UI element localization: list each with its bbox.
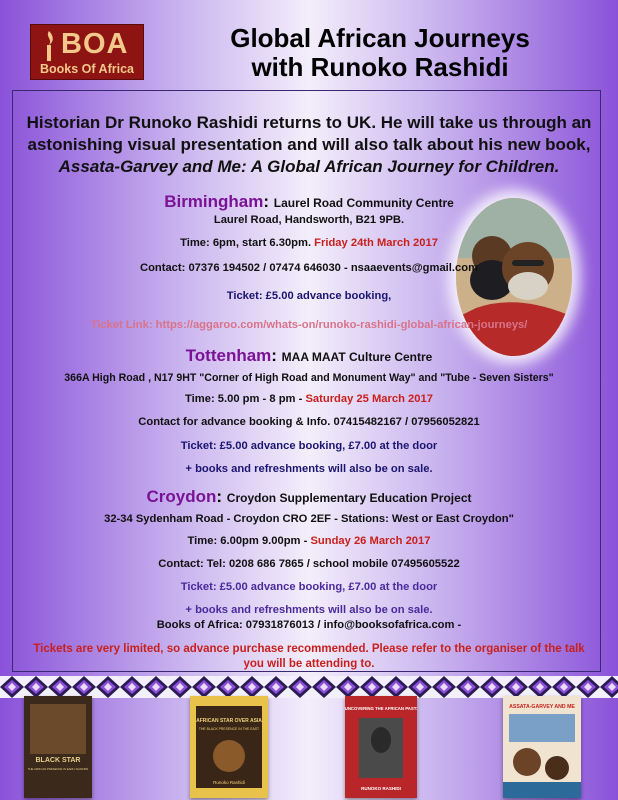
birmingham-contact: Contact: 07376 194502 / 07474 646030 - nsaaevents@gmail.com [139, 262, 479, 274]
croydon-time [0, 535, 618, 547]
tottenham-time-label: Time: 5.00 pm - 8 pm - [185, 393, 306, 405]
book2-title: AFRICAN STAR OVER ASIA [196, 718, 262, 724]
logo-mark: BOA [61, 28, 129, 60]
croydon-heading: Croydon: Croydon Supplementary Education Project [146, 487, 472, 506]
birmingham-ticket-link[interactable]: Ticket Link: https://aggaroo.com/whats-on/runoko-rashidi-global-african-journeys/ [90, 319, 528, 331]
book2-author: Runoko Rashidi [213, 780, 245, 785]
book-cover-assata-garvey[interactable] [503, 696, 581, 798]
tottenham-ticket: Ticket: £5.00 advance booking, £7.00 at the door [180, 440, 438, 452]
book-title: Assata-Garvey and Me: A Global African Journey for Children. [58, 157, 560, 176]
tottenham-contact: Contact for advance booking & Info. 07415482167 / 07956052821 [138, 416, 480, 428]
book-cover-uncovering[interactable] [345, 696, 417, 798]
birmingham-ticket: Ticket: £5.00 advance booking, [226, 290, 392, 302]
tottenham-date: Saturday 25 March 2017 [305, 393, 433, 405]
birmingham-venue: Laurel Road Community Centre [273, 196, 454, 210]
tottenham-city: Tottenham [185, 346, 272, 365]
intro-line-2: astonishing visual presentation and will also talk about his new book, [27, 135, 591, 154]
croydon-extra: + books and refreshments will also be on sale. [185, 604, 433, 616]
book2-subtitle: THE BLACK PRESENCE IN THE EAST [198, 727, 260, 731]
torch-icon [39, 29, 59, 63]
book3-author: RUNOKO RASHIDI [361, 786, 401, 791]
birmingham-heading: Birmingham: Laurel Road Community Centre [164, 192, 454, 211]
books-contact: Books of Africa: 07931876013 / info@booksofafrica.com - [156, 619, 462, 631]
tottenham-heading: Tottenham: MAA MAAT Culture Centre [185, 346, 433, 365]
birmingham-address: Laurel Road, Handsworth, B21 9PB. [213, 214, 405, 226]
croydon-city: Croydon [146, 487, 217, 506]
logo-name: Books Of Africa [39, 62, 134, 76]
croydon-ticket: Ticket: £5.00 advance booking, £7.00 at the door [180, 581, 438, 593]
tottenham-address: 366A High Road , N17 9HT "Corner of High Road and Monument Way" and "Tube - Seven Sisters" [64, 372, 554, 384]
title-line-2: with Runoko Rashidi [251, 52, 509, 82]
boa-logo [30, 24, 144, 80]
book3-title: UNCOVERING THE AFRICAN PAST: [345, 706, 417, 711]
pattern-divider [0, 676, 618, 698]
birmingham-time [0, 237, 618, 249]
title-line-1: Global African Journeys [230, 23, 530, 53]
ticket-warning: Tickets are very limited, so advance purchase recommended. Please refer to the organiser of the talk you will be attending to. [33, 643, 585, 670]
birmingham-time-label: Time: 6pm, start 6.30pm. [180, 237, 315, 249]
intro-line-1: Historian Dr Runoko Rashidi returns to UK. He will take us through an [26, 113, 592, 132]
intro-text [22, 112, 596, 178]
croydon-contact: Contact: Tel: 0208 686 7865 / school mobile 07495605522 [158, 558, 460, 570]
croydon-venue: Croydon Supplementary Education Project [226, 491, 472, 505]
tottenham-venue: MAA MAAT Culture Centre [281, 350, 433, 364]
croydon-time-label: Time: 6.00pm 9.00pm - [187, 535, 311, 547]
birmingham-city: Birmingham [164, 192, 264, 211]
book-cover-black-star[interactable] [24, 696, 92, 798]
book1-subtitle: THE AFRICAN PRESENCE IN EARLY EUROPE [27, 767, 89, 771]
tottenham-time [0, 393, 618, 405]
tottenham-extra: + books and refreshments will also be on sale. [185, 463, 433, 475]
book4-title: ASSATA-GARVEY AND ME [509, 704, 575, 710]
book-cover-african-star[interactable] [190, 696, 268, 798]
birmingham-date: Friday 24th March 2017 [314, 237, 438, 249]
croydon-address: 32-34 Sydenham Road - Croydon CRO 2EF - Stations: West or East Croydon" [104, 513, 514, 525]
book1-title: BLACK STAR [35, 757, 81, 764]
page-title [160, 24, 600, 82]
croydon-date: Sunday 26 March 2017 [310, 535, 431, 547]
